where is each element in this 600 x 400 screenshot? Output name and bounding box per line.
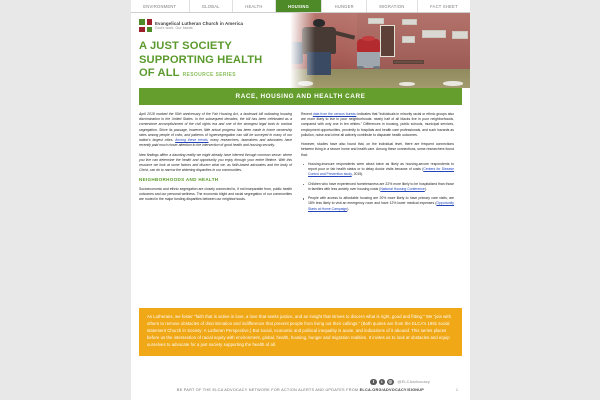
- photo-fade-overlay: [287, 13, 315, 88]
- article-left-column: [139, 112, 292, 216]
- list-item: Children who have experienced homelessness are 22% more likely to be hospitalized than those in families with less anxiety over housing costs (National Housing Conference).: [301, 182, 454, 192]
- masthead-brand-block: [131, 13, 291, 88]
- page-title: [139, 40, 291, 81]
- photo-door: [380, 25, 395, 57]
- top-navigation: [131, 0, 470, 13]
- article-body: [131, 105, 470, 216]
- nav-item-environment[interactable]: [131, 0, 190, 12]
- nav-item-migration[interactable]: [367, 0, 418, 12]
- page-title-line-1: A JUST SOCIETY: [139, 40, 232, 52]
- twitter-icon[interactable]: t: [379, 379, 385, 385]
- organization-name: Evangelical Lutheran Church in America: [155, 20, 244, 26]
- footer-line: [139, 388, 462, 392]
- photo-window: [402, 19, 417, 25]
- footer-signup-url[interactable]: ELCA.ORG/ADVOCACY/SIGNUP: [359, 388, 425, 392]
- page-title-line-3: OF ALL RESOURCE SERIES: [139, 67, 236, 80]
- nav-item-label: HUNGER: [334, 3, 354, 9]
- document-page: [131, 0, 470, 400]
- list-item: Housing-insecure respondents were about twice as likely as housing-secure respondents to report poor or fair health status or to delay doctor visits because of costs (Centers for Disease Control and Prevention study, 2015).: [301, 162, 454, 178]
- nav-item-label: MIGRATION: [379, 3, 405, 9]
- masthead: [131, 13, 470, 88]
- footer-signup-text: BE PART OF THE ELCA ADVOCACY NETWORK FOR ACTION ALERTS AND UPDATES FROM ELCA.ORG/ADVOCACY/SIGNUP: [176, 388, 425, 392]
- section-banner-label: RACE, HOUSING AND HEALTH CARE: [235, 93, 366, 100]
- nav-item-label: HEALTH: [245, 3, 263, 9]
- section-heading-neighborhoods-and-health: NEIGHBORHOODS AND HEALTH: [139, 177, 219, 183]
- elca-logo-icon: [139, 19, 152, 32]
- social-row: [139, 379, 462, 385]
- paragraph: April 2018 marked the 50th anniversary of the Fair Housing Act, a landmark bill outlawing housing discrimination in the United States. In the subsequent decades, the bill has been celebrated as a cornerstone accomplishment of the civil rights era and one of the strongest legal tools to combat segregation. Since its passage, however, little actual progress has been made in home ownership rates among people of color, and patterns of hypersegregation can still be surveyed in many of our nation's largest cities. Among these trends, many researchers, lawmakers and advocates have recently paid much closer attention to the intersection of good health and housing security.: [139, 112, 293, 148]
- section-banner: [139, 88, 462, 105]
- paragraph: Socioeconomic and ethnic segregation are closely connected to, if not inseparable from, public health outcomes and our personal wellness. The economic blight and racial segregation of our communities are rooted in the major funding disparities between our neighborhoods.: [139, 186, 292, 202]
- inline-link-census-bureau-data[interactable]: data from the census bureau: [312, 112, 357, 116]
- paragraph: Recent data from the census bureau indicates that "individuals in minority racial or ethnic groups also are more likely to live in poor neighborhoods: nearly half of all blacks live in poor neighborhoods, compared with only one in ten whites." Differences in housing, public schools, municipal services, employment opportunities, proximity to hospitals and health care professionals, and such hazards as pollution, noise and crime all actively contribute to disparate health outcomes.: [301, 112, 454, 137]
- facebook-icon[interactable]: f: [370, 379, 376, 385]
- nav-item-label: GLOBAL: [201, 3, 220, 9]
- paragraph: However, studies have also found that, on the individual level, there are frequent connections between living in a secure home and health care. Among these connections, some researchers found that:: [301, 142, 454, 157]
- page-number: 1: [455, 388, 458, 392]
- brand-lockup: [139, 19, 291, 32]
- nav-item-health[interactable]: [233, 0, 276, 12]
- inline-link-national-housing-conference[interactable]: National Housing Conference: [380, 186, 425, 191]
- article-right-column: [301, 112, 454, 216]
- findings-list: [301, 162, 454, 212]
- nav-item-label: ENVIRONMENT: [143, 3, 177, 9]
- masthead-photo: [287, 13, 470, 88]
- callout-box: [139, 308, 462, 356]
- page-title-line-2: SUPPORTING HEALTH: [139, 53, 263, 66]
- nav-item-housing[interactable]: [276, 0, 322, 12]
- nav-item-hunger[interactable]: [322, 0, 367, 12]
- nav-item-label: HOUSING: [288, 3, 310, 9]
- nav-item-label: FACT SHEET: [430, 3, 458, 9]
- page-footer: [131, 379, 470, 392]
- paragraph: New findings affirm a daunting reality we might already have inferred through common sense: where you live can determine the health and opportunity you enjoy through your entire lifetime. With this resource we look at some factors and discern what we, as faith-based advocates and the body of Christ, can do to narrow the widening disparities in our communities.: [139, 152, 292, 173]
- callout-text: As Lutherans, we foster "faith that is active in love, a love that seeks justice, and an insight that strives to discern what is right, good and fitting." We "join with others to remove obstacles of discrimination and indifference that prevent people from living out their callings." (Both quotes are from the ELCA's 1991 social statement Church in Society: A Lutheran Perspective.) But social, economic and political inequality is acute, and indications of it abound. This series places before us the intersection of racial equity with environment, global, health, housing, hunger and migration realities. It invites us to look at obstacles and equip ourselves to advocate for a just society supporting the health of all.: [147, 314, 451, 348]
- photo-snow-patch: [399, 82, 415, 86]
- page-title-series-label: RESOURCE SERIES: [182, 72, 236, 79]
- photo-window: [368, 18, 384, 25]
- instagram-icon[interactable]: ◎: [388, 378, 393, 384]
- organization-tagline: God's work. Our hands.: [155, 26, 194, 31]
- brand-text: [155, 21, 243, 31]
- photo-window: [422, 30, 446, 38]
- list-item: People with access to affordable housing are 20% more likely to have primary care visits, are 18% less likely to visit an emergency room and have 12% lower medical expenses (Opportunity Starts at Home Campaign).: [301, 196, 454, 212]
- inline-link-among-these-trends[interactable]: Among these trends,: [175, 137, 209, 142]
- photo-snow-patch: [443, 81, 463, 86]
- photo-basement-vent: [393, 60, 424, 65]
- photo-window: [402, 36, 415, 44]
- social-handle[interactable]: @ELCAadvocacy: [397, 379, 430, 385]
- inline-link-opportunity-starts-at-home[interactable]: Opportunity Starts at Home Campaign: [308, 201, 454, 211]
- inline-link-cdc-study[interactable]: Centers for Disease Control and Prevention study: [308, 167, 454, 177]
- photo-window: [452, 31, 468, 39]
- nav-item-fact-sheet[interactable]: [418, 0, 470, 12]
- photo-child-hat: [362, 36, 375, 41]
- nav-item-global[interactable]: [190, 0, 233, 12]
